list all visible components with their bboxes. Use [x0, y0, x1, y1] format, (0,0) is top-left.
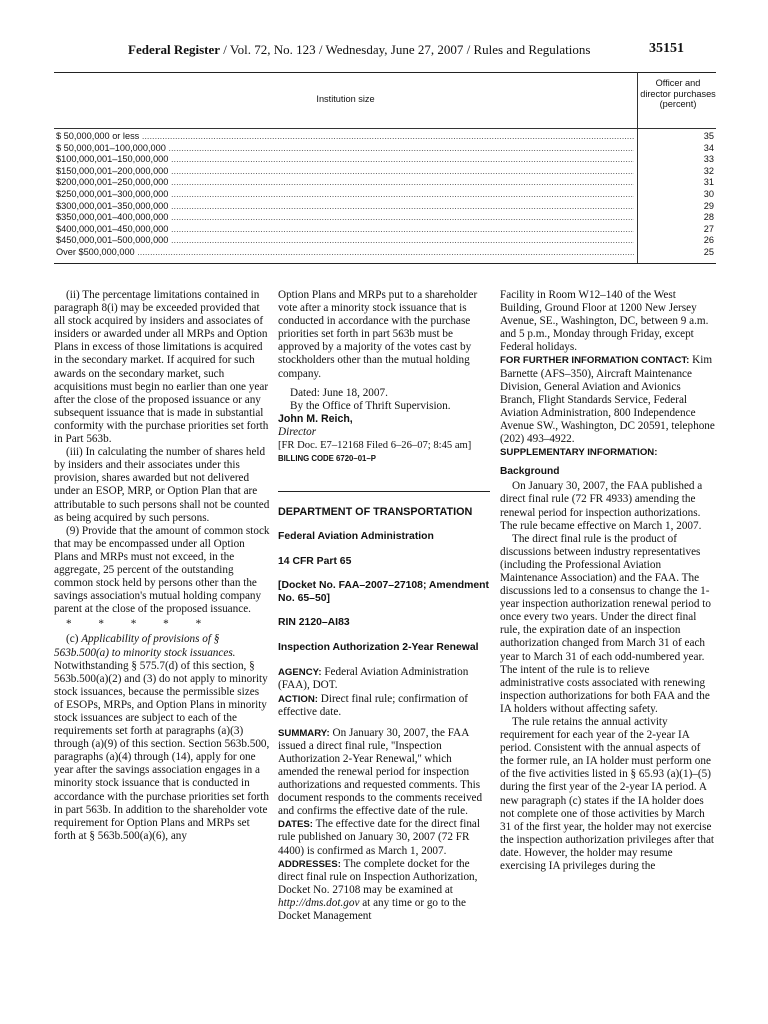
purchase-percent-cell: 27 — [703, 223, 714, 234]
paragraph-c: (c) Applicability of provisions of § 563b.500(a) to minority stock issuances. Notwithstanding § 575.7(d) of this section, § 563b.500(a)(2) and (3) do not apply to minority stock issuances, because the permissible sizes of ESOPs, MRPs, and Option Plans in minority stock issuances are subject to each of the requirements set forth at paragraphs (a)(3) through (a)(9) of this section. Section 563b.500, paragraphs (a)(4) through (14), apply for one year after the savings association engages in a minority stock issuance that is conducted in accordance with the purchase priorities set forth in part 563b. In addition to the shareholder vote requirement for Option Plans and MRPs set forth at § 563b.500(a)(6), any — [54, 633, 270, 842]
table-body — [56, 131, 716, 259]
table-header-institution-size: Institution size — [316, 94, 375, 104]
summary-section: SUMMARY: On January 30, 2007, the FAA issued a direct final rule, ''Inspection Authorization 2-Year Renewal,'' which amended the renewal period for inspection authorizations and requested comments. This document responds to the comments received and confirms the effective date of the rule. — [278, 726, 483, 818]
table-row — [56, 131, 716, 143]
table-row — [56, 189, 716, 201]
rule-title: Inspection Authorization 2-Year Renewal — [278, 641, 479, 653]
by-line: By the Office of Thrift Supervision. — [290, 399, 451, 412]
supplementary-heading: SUPPLEMENTARY INFORMATION: — [500, 447, 658, 459]
institution-size-cell: $450,000,001–500,000,000 ..... — [56, 235, 634, 247]
table-row — [56, 247, 716, 259]
purchase-percent-cell: 32 — [703, 165, 714, 176]
table-row — [56, 201, 716, 213]
page-header — [128, 38, 684, 60]
rin-number: RIN 2120–AI83 — [278, 617, 350, 629]
agency-section: AGENCY: Federal Aviation Administration (FAA), DOT. — [278, 666, 469, 692]
omission-stars: * * * * * — [66, 618, 214, 631]
table-row — [56, 143, 716, 155]
billing-code: BILLING CODE 6720–01–P — [278, 454, 376, 464]
paragraph-iii: (iii) In calculating the number of shares held by insiders and their associates under this provision, shares awarded but not delivered under an ESOP, MRP, or Option Plan that are attributable to such persons shall not be counted as being acquired by such persons. — [54, 446, 270, 524]
institution-size-cell: $ 50,000,001–100,000,000 ..... — [56, 143, 634, 155]
institution-size-cell: $250,000,001–300,000,000 ..... — [56, 189, 634, 201]
institution-size-cell: $300,000,001–350,000,000 ..... — [56, 201, 634, 213]
department-heading: DEPARTMENT OF TRANSPORTATION — [278, 506, 473, 519]
addresses-section: ADDRESSES: The complete docket for the direct final rule on Inspection Authorization, Docket No. 27108 may be examined at http://dms.dot.gov at any time or go to the Docket Management — [278, 857, 478, 922]
fr-doc-line: [FR Doc. E7–12168 Filed 6–26–07; 8:45 am] — [278, 440, 472, 452]
table-header-purchases: Officer and director purchases (percent) — [640, 78, 716, 109]
background-paragraph-1: On January 30, 2007, the FAA published a direct final rule (72 FR 4933) amending the renewal period for inspection authorizations. The rule became effective on March 1, 2007. — [500, 480, 703, 532]
text-column-3 — [500, 289, 716, 873]
purchase-limits-table — [54, 72, 716, 264]
purchase-percent-cell: 28 — [703, 212, 714, 223]
background-paragraph-2: The direct final rule is the product of discussions between industry representatives (including the Professional Aviation Maintenance Association) and the FAA. The discussions led to a consensus to change the 1-year inspection authorization renewal period to once every two years. Under the direct final rule, the expiration date of an inspection authorization changed from March 31 of each year to March 31 of each odd-numbered year. The intent of the rule is to relieve administrative costs associated with renewing inspection authorizations for both FAA and the IA holders without affecting safety. — [500, 532, 711, 715]
docket-url-link[interactable]: http://dms.dot.gov — [278, 896, 360, 909]
paragraph-ii: (ii) The percentage limitations contained in paragraph 8(i) may be exceeded provided that all stock acquired by insiders and associates of insiders or awarded under all MRPs and Option Plans in excess of those limitations is acquired in the secondary market. If acquired for such awards on the secondary market, such acquisitions must begin no earlier than one year after the close of the proposed issuance or any subsequent issuance that is made in substantial conformity with the purchase priorities set forth in Part 563b. — [54, 289, 269, 446]
paragraph-continued: Option Plans and MRPs put to a shareholder vote after a minority stock issuance that is conducted in accordance with the purchase priorities set forth in part 563b must be approved by a majority of the votes cast by stockholders other than the mutual holding company. — [278, 289, 478, 380]
institution-size-cell: $150,000,001–200,000,000 ..... — [56, 166, 634, 178]
table-row — [56, 154, 716, 166]
table-row — [56, 224, 716, 236]
purchase-percent-cell: 29 — [703, 200, 714, 211]
table-row — [56, 235, 716, 247]
institution-size-cell: $350,000,001–400,000,000 ..... — [56, 212, 634, 224]
paragraph-9: (9) Provide that the amount of common stock that may be encompassed under all Option Plans and MRPs must not exceed, in the aggregate, 25 percent of the outstanding common stock held by persons other than the savings association's mutual holding company parent at the close of the proposed issuance. — [54, 524, 270, 616]
purchase-percent-cell: 34 — [703, 142, 714, 153]
text-column-2 — [278, 289, 490, 923]
docket-number: [Docket No. FAA–2007–27108; Amendment No. 65–50] — [278, 580, 489, 604]
background-heading: Background — [500, 466, 560, 478]
purchase-percent-cell: 25 — [703, 246, 714, 257]
purchase-percent-cell: 31 — [703, 177, 714, 188]
section-divider-rule — [278, 491, 490, 492]
issue-citation: / Vol. 72, No. 123 / Wednesday, June 27, 2007 / Rules and Regulations — [220, 42, 591, 57]
institution-size-cell: $400,000,001–450,000,000 ..... — [56, 224, 634, 236]
action-section: ACTION: Direct final rule; confirmation of effective date. — [278, 692, 469, 718]
purchase-percent-cell: 30 — [703, 188, 714, 199]
journal-name: Federal Register — [128, 42, 221, 57]
signer-name: John M. Reich, — [278, 412, 353, 425]
institution-size-cell: Over $500,000,000 ..... — [56, 247, 634, 259]
signer-title: Director — [278, 425, 317, 438]
table-row — [56, 212, 716, 224]
contact-section: FOR FURTHER INFORMATION CONTACT: Kim Barnette (AFS–350), Aircraft Maintenance Division, General Aviation and Avionics Branch, Flight Standards Service, Federal Aviation Administration, 800 Independence Avenue SW., Washington, DC 20591, telephone (202) 493–4922. — [500, 354, 715, 446]
table-row — [56, 166, 716, 178]
dates-section: DATES: The effective date for the direct final rule published on January 30, 2007 (72 FR 4400) is confirmed as March 1, 2007. — [278, 818, 481, 857]
table-header-rule — [54, 128, 716, 129]
purchase-percent-cell: 33 — [703, 154, 714, 165]
addresses-continued: Facility in Room W12–140 of the West Building, Ground Floor at 1200 New Jersey Avenue, SE., Washington, DC, between 9 a.m. and 5 p.m., Monday through Friday, except Federal holidays. — [500, 289, 709, 354]
institution-size-cell: $ 50,000,000 or less ..... — [56, 131, 634, 143]
background-paragraph-3: The rule retains the annual activity requirement for each year of the 2-year IA period. Consistent with the annual aspects of the former rule, an IA holder must perform one of the five activities listed in § 65.93 (a)(1)–(5) during the first year of the 2-year IA period. A new paragraph (c) states if the IA holder does not complete one of those activities by March 31 of the first year, the holder may not exercise the inspection authorization privileges after that date. However, the holder may resume exercising IA privileges during the — [500, 716, 715, 873]
page-number: 35151 — [649, 41, 684, 56]
institution-size-cell: $100,000,001–150,000,000 ..... — [56, 154, 634, 166]
purchase-percent-cell: 26 — [703, 235, 714, 246]
cfr-part: 14 CFR Part 65 — [278, 555, 352, 567]
agency-heading: Federal Aviation Administration — [278, 531, 434, 543]
paragraph-c-heading: Applicability of provisions of § 563b.500(a) to minority stock issuances. — [54, 633, 236, 659]
table-top-rule — [54, 72, 716, 73]
purchase-percent-cell: 35 — [703, 131, 714, 141]
text-column-1 — [54, 289, 270, 843]
institution-size-cell: $200,000,001–250,000,000 ..... — [56, 177, 634, 189]
table-row — [56, 177, 716, 189]
table-bottom-rule — [54, 263, 716, 264]
dated-line: Dated: June 18, 2007. — [290, 386, 388, 399]
